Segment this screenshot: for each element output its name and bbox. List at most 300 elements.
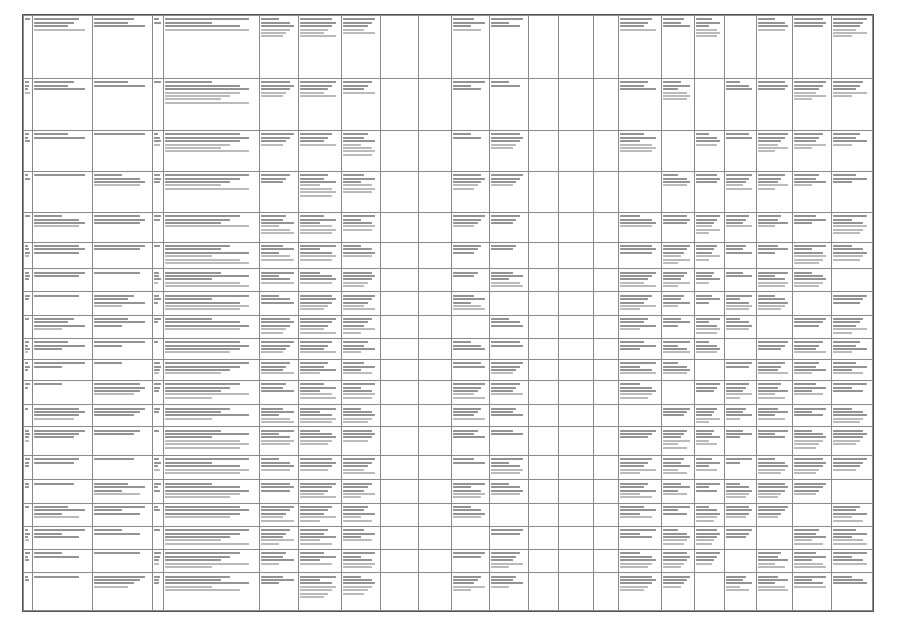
text-line [833,576,852,578]
table-cell [299,338,342,359]
text-line [794,252,823,254]
text-line [165,552,240,554]
text-line [833,362,856,364]
table-row [24,79,873,131]
text-line [663,469,678,471]
text-line [794,556,826,558]
table-cell [163,405,260,427]
text-line [663,248,686,250]
text-line [261,462,290,464]
text-line [663,529,678,531]
text-line [343,576,361,578]
table-cell [559,550,593,573]
text-line [663,472,686,474]
text-line [758,282,788,284]
text-line [663,219,689,221]
text-line [165,397,212,399]
text-line [343,563,375,565]
text-line [758,174,785,176]
text-line [794,486,823,488]
text-line [620,321,644,323]
text-line [25,387,28,389]
table-cell [92,405,152,427]
text-line [25,341,29,343]
text-line [34,22,74,24]
text-line [300,436,336,438]
text-line [620,150,652,152]
text-line [453,219,482,221]
text-line [696,421,710,423]
text-line [758,188,775,190]
text-line [165,533,240,535]
text-line [833,32,867,34]
text-line [25,18,30,20]
text-line [300,282,332,284]
table-cell [619,503,662,526]
text-line [165,465,240,467]
text-line [758,387,778,389]
text-line [165,408,231,410]
text-line [300,486,332,488]
text-line [453,486,471,488]
text-line [833,232,860,234]
table-row [24,242,873,269]
text-line [300,465,332,467]
table-cell [559,380,593,404]
table-cell [32,573,92,611]
text-line [833,552,867,554]
text-line [34,533,63,535]
text-line [154,18,159,20]
table-cell [92,503,152,526]
text-line [300,556,336,558]
table-cell [163,550,260,573]
table-cell [593,405,619,427]
text-line [94,433,134,435]
text-line [343,18,375,20]
table-cell [451,427,490,456]
text-line [300,408,336,410]
text-line [453,22,485,24]
text-line [453,506,471,508]
table-cell [260,573,299,611]
table-cell [490,242,529,269]
table-row [24,315,873,338]
text-line [94,490,123,492]
text-line [343,458,375,460]
table-cell [593,315,619,338]
text-line [25,248,29,250]
table-cell [619,16,662,79]
table-cell [163,242,260,269]
text-line [165,219,231,221]
text-line [165,137,249,139]
text-line [833,225,867,227]
text-line [663,490,678,492]
text-line [25,536,28,538]
table-cell [299,550,342,573]
text-line [794,351,826,353]
text-line [34,137,85,139]
text-line [620,144,652,146]
table-cell [832,131,873,172]
text-line [34,215,63,217]
table-cell [451,405,490,427]
text-line [261,369,282,371]
text-line [491,325,523,327]
text-line [300,533,324,535]
table-cell [163,380,260,404]
text-line [154,408,160,410]
table-cell [724,380,756,404]
text-line [696,440,710,442]
table-row [24,292,873,315]
table-cell [793,269,832,292]
text-line [25,579,29,581]
table-cell [419,480,451,503]
text-line [696,245,718,247]
table-cell [832,550,873,573]
table-cell [529,359,559,380]
text-line [663,178,686,180]
text-line [300,596,324,598]
text-line [261,25,293,27]
text-line [758,486,788,488]
table-cell [724,315,756,338]
text-line [300,295,332,297]
table-cell [593,427,619,456]
text-line [453,222,478,224]
text-line [343,184,372,186]
text-line [343,88,364,90]
table-cell [724,16,756,79]
text-line [794,81,826,83]
text-line [663,215,686,217]
table-cell [24,573,33,611]
table-cell [619,359,662,380]
text-line [261,278,290,280]
text-line [165,372,221,374]
text-line [491,140,520,142]
text-line [343,589,368,591]
text-line [261,32,286,34]
text-line [453,341,471,343]
text-line [165,248,221,250]
text-line [154,465,158,467]
table-cell [419,359,451,380]
table-cell [662,550,694,573]
table-cell [92,171,152,212]
text-line [620,140,640,142]
text-line [620,362,656,364]
text-line [758,133,788,135]
text-line [343,539,372,541]
table-cell [299,242,342,269]
text-line [94,174,123,176]
text-line [833,408,852,410]
table-cell [724,292,756,315]
table-cell [24,405,33,427]
text-line [25,255,29,257]
text-line [261,418,290,420]
text-line [758,362,785,364]
text-line [343,137,364,139]
text-line [726,579,744,581]
text-line [165,447,240,449]
text-line [833,563,867,565]
text-line [620,559,656,561]
text-line [726,252,752,254]
text-line [261,133,293,135]
text-line [491,147,512,149]
text-line [261,579,293,581]
text-line [165,259,240,261]
text-line [94,345,123,347]
text-line [94,85,145,87]
text-line [696,133,710,135]
table-cell [694,480,724,503]
text-line [833,252,867,254]
table-cell [32,503,92,526]
text-line [261,215,286,217]
text-line [165,282,240,284]
text-line [25,366,30,368]
text-line [165,88,249,90]
text-line [491,341,520,343]
text-line [833,465,860,467]
text-line [726,509,752,511]
text-line [794,465,823,467]
text-line [25,436,29,438]
text-line [343,308,375,310]
text-line [758,298,785,300]
text-line [696,137,718,139]
text-line [726,85,749,87]
text-line [261,140,286,142]
text-line [300,536,336,538]
text-line [300,509,328,511]
text-line [696,516,718,518]
text-line [696,533,720,535]
text-line [794,387,826,389]
table-cell [342,503,381,526]
table-cell [92,242,152,269]
text-line [343,433,375,435]
text-line [25,133,29,135]
table-cell [152,242,163,269]
text-line [794,458,823,460]
text-line [758,178,781,180]
text-line [696,29,718,31]
text-line [491,278,509,280]
text-line [726,318,741,320]
table-cell [299,573,342,611]
table-cell [662,79,694,131]
text-line [758,582,775,584]
text-line [154,390,159,392]
text-line [34,536,80,538]
text-line [833,140,867,142]
text-line [34,341,68,343]
table-cell [619,79,662,131]
table-cell [619,480,662,503]
text-line [663,506,689,508]
table-cell [299,212,342,242]
text-line [261,295,279,297]
text-line [34,516,80,518]
text-line [726,181,746,183]
text-line [34,29,85,31]
text-line [696,18,712,20]
text-line [300,245,336,247]
table-cell [419,269,451,292]
table-cell [529,427,559,456]
text-line [726,272,744,274]
text-line [94,387,145,389]
table-cell [619,456,662,480]
table-row [24,405,873,427]
text-line [726,516,746,518]
table-cell [342,550,381,573]
text-line [663,362,678,364]
table-cell [380,480,419,503]
text-line [726,325,752,327]
table-cell [260,131,299,172]
text-line [620,366,640,368]
text-line [261,421,293,423]
table-row [24,131,873,172]
text-line [154,430,159,432]
table-cell [342,338,381,359]
text-line [165,582,249,584]
text-line [620,295,652,297]
text-line [620,372,656,374]
table-cell [24,269,33,292]
text-line [620,285,656,287]
text-line [261,483,290,485]
text-line [696,506,710,508]
text-line [261,556,282,558]
table-cell [529,503,559,526]
table-cell [342,480,381,503]
text-line [165,589,240,591]
text-line [491,490,523,492]
text-line [25,529,28,531]
text-line [300,539,320,541]
text-line [34,433,80,435]
table-cell [559,269,593,292]
text-line [165,462,212,464]
text-line [663,302,689,304]
text-line [34,556,80,558]
text-line [343,345,364,347]
text-line [453,272,478,274]
text-line [343,411,372,413]
table-cell [32,480,92,503]
text-line [758,369,778,371]
text-line [491,245,516,247]
table-cell [299,359,342,380]
text-line [453,493,485,495]
text-line [25,465,29,467]
text-line [165,483,212,485]
table-cell [380,292,419,315]
text-line [165,539,221,541]
text-line [758,390,788,392]
text-line [261,351,282,353]
table-cell [490,380,529,404]
table-cell [92,456,152,480]
text-line [261,229,290,231]
text-line [300,18,332,20]
text-line [343,295,375,297]
text-line [34,418,74,420]
text-line [620,25,644,27]
text-line [794,85,823,87]
text-line [491,411,512,413]
text-line [663,552,686,554]
text-line [165,98,221,100]
text-line [758,465,788,467]
text-line [300,469,328,471]
text-line [620,462,648,464]
text-line [154,133,158,135]
text-line [34,345,85,347]
text-line [300,184,320,186]
text-line [154,509,160,511]
text-line [154,483,161,485]
table-cell [24,16,33,79]
table-row [24,480,873,503]
text-line [491,559,512,561]
text-line [794,98,812,100]
text-line [620,465,644,467]
table-cell [694,456,724,480]
table-cell [724,242,756,269]
table-cell [152,503,163,526]
text-line [343,22,372,24]
text-line [261,35,282,37]
text-line [300,95,336,97]
table-cell [32,526,92,549]
text-line [794,539,812,541]
table-cell [490,480,529,503]
text-line [453,362,482,364]
text-line [794,390,812,392]
text-line [491,178,520,180]
text-line [165,278,212,280]
table-cell [92,550,152,573]
text-line [794,443,819,445]
table-cell [24,456,33,480]
text-line [453,215,485,217]
text-line [758,462,785,464]
text-line [34,174,85,176]
text-line [25,345,28,347]
table-cell [451,242,490,269]
text-line [34,18,80,20]
table-cell [593,573,619,611]
text-line [491,533,520,535]
text-line [343,298,372,300]
text-line [300,140,324,142]
text-line [726,576,746,578]
text-line [453,411,478,413]
text-line [794,529,819,531]
table-cell [32,79,92,131]
text-line [343,418,372,420]
table-cell [529,16,559,79]
